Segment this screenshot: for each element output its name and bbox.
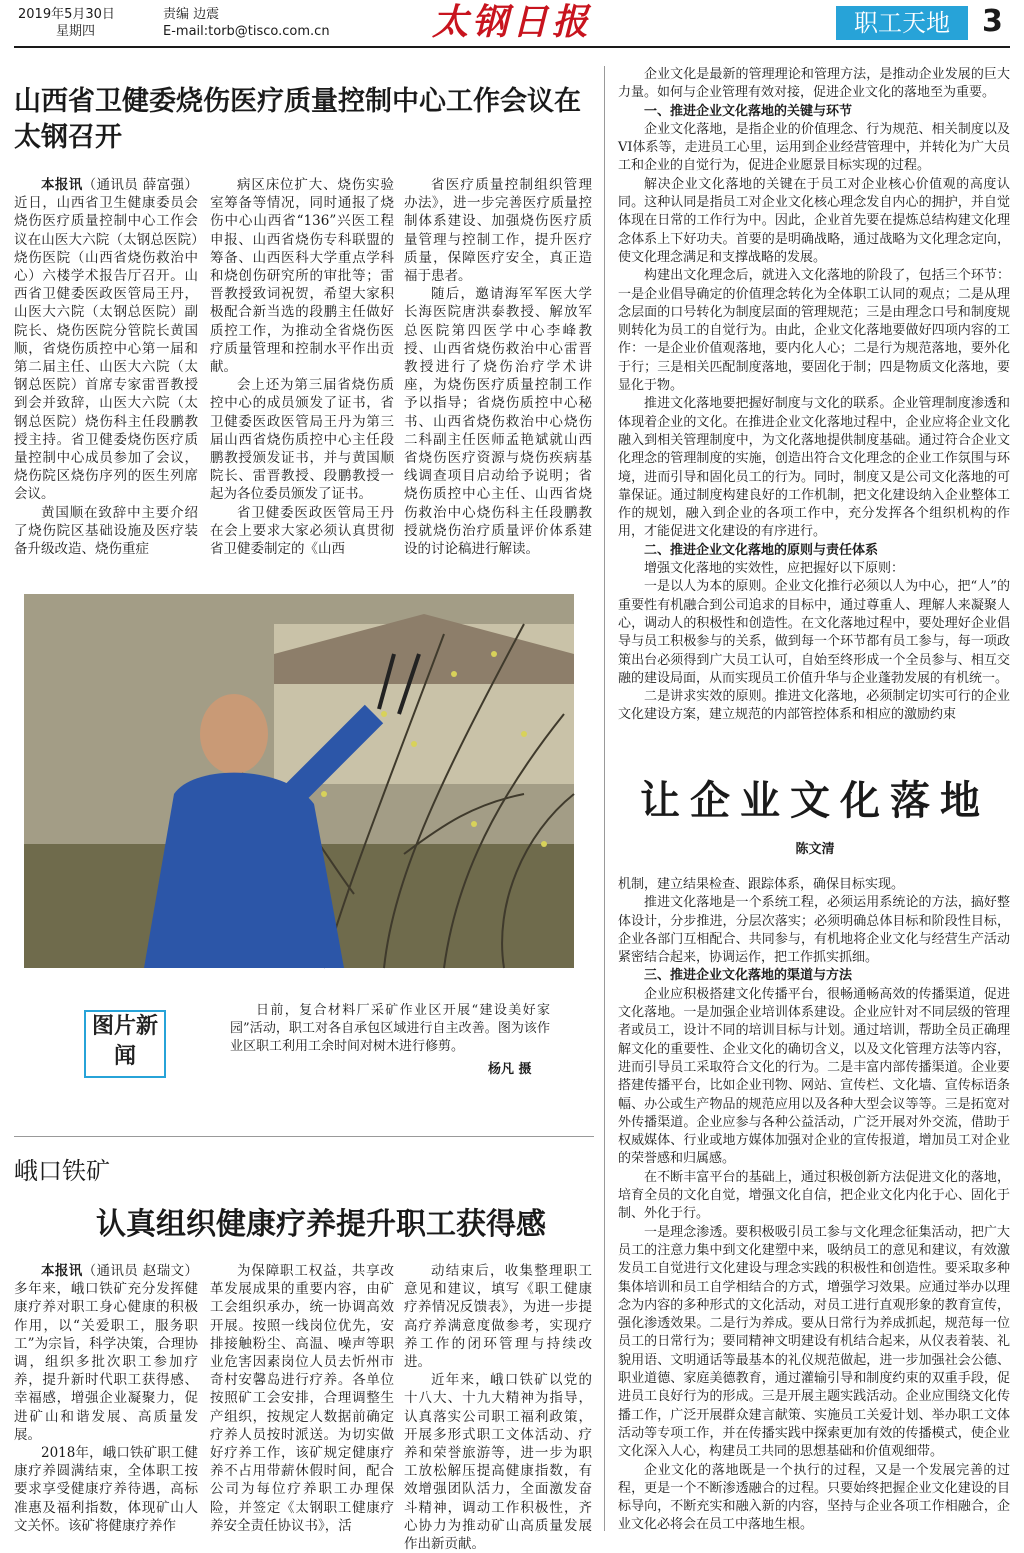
paragraph-text: 省卫健委医政医管局王丹在会上要求大家必须认真贯彻省卫健委制定的《山西 [210,504,394,558]
paragraph: 解决企业文化落地的关键在于员工对企业核心价值观的高度认同。这种认同是指员工对企业文化核心理念发自内心的拥护，并自觉体现在日常的工作行为中。因此，企业首先要在提炼总结构建文化理念体系上下好功夫。首要的是明确战略，通过战略为文化理念定向，使文化理念满足和支撑战略的发展。 [618,176,1010,265]
photo-news-badge: 图片新闻 [84,1010,166,1078]
editor-name: 责编 边震 [163,7,220,22]
paragraph [14,176,198,504]
dateline-lead: 本报讯 [41,1263,83,1279]
paragraph: 机制，建立结果检查、跟踪体系，确保目标实现。 [618,877,905,892]
paragraph [210,1262,394,1535]
paragraph-text: 病区床位扩大、烧伤实验室筹备等情况，同时通报了烧伤中心山西省“136”兴医工程申报、山西省烧伤专科联盟的筹备、山西医科大学重点学科和烧创伤研究所的审批等；雷晋教授致词祝贺，希望大家积极配合新当选的段鹏主任做好质控工作，为推动全省烧伤医疗质量管理和控制水平作出贡献。 [210,177,394,376]
editor-email: E-mail:torb@tisco.com.cn [163,24,330,39]
section-label: 职工天地 [836,6,968,40]
paragraph [404,1262,592,1371]
paragraph [14,504,198,559]
article3-lower-text [618,876,1010,1531]
paragraph: 企业应积极搭建文化传播平台，很畅通畅高效的传播渠道，促进文化落地。一是加强企业培训体系建设。企业应针对不同层级的管理者或员工，设计不同的培训目标与计划。通过培训，帮助全员正确理解文化的重要性、企业文化的确切含义，以及文化管理方法等内容，进而引导员工采取符合文化的行为。二是丰富内部传播渠道。企业要搭建传播平台，比如企业刊物、网站、宣传栏、文化墙、宣传标语条幅、办公或生产物品的规范应用以及各种大型会议等等。三是拓宽对外传播渠道。企业应参与各种公益活动，广泛开展对外交流，借助于权威媒体、行业或地方媒体加强对企业的宣传报道，增加员工对企业的荣誉感和归属感。 [618,986,1010,1167]
photo-credit: 杨凡 摄 [488,1062,532,1077]
article2-column-2 [210,1262,394,1532]
paragraph-text: 2018年，峨口铁矿职工健康疗养圆满结束，全体职工按要求享受健康疗养待遇，高标准惠及福利指数，体现矿山人文关怀。该矿将健康疗养作 [14,1445,198,1534]
paragraph: 企业文化的落地既是一个执行的过程，又是一个发展完善的过程，更是一个不断渗透融合的过程。只要始终把握企业文化建设的目标导向，不断充实和融入新的内容，坚持与企业各项工作相融合，企业文化必将会在员工中落地生根。 [618,1462,1010,1533]
article1-headline: 山西省卫健委烧伤医疗质量控制中心工作会议在太钢召开 [14,86,581,153]
newspaper-logo: 太钢日报 [432,1,593,43]
paragraph-text: 随后，邀请海军军医大学长海医院唐洪泰教授、解放军总医院第四医学中心李峰教授、山西省烧伤救治中心雷晋教授进行了烧伤治疗学术讲座，为烧伤医疗质量控制工作予以指导；省烧伤质控中心秘书、山西省烧伤救治中心烧伤二科副主任医师孟艳斌就山西省烧伤医疗资源与烧伤疾病基线调查项目启动给予说明；省烧伤质控中心主任、山西省烧伤救治中心烧伤科主任段鹏教授就烧伤治疗质量评价体系建设的讨论稿进行解读。 [404,286,592,558]
issue-date: 2019年5月30日 [18,7,115,22]
paragraph [14,1444,198,1535]
paragraph: 构建出文化理念后，就进入文化落地的阶段了，包括三个环节：一是企业倡导确定的价值理念转化为全体职工认同的观点；二是从理念层面的口号转化为制度层面的管理规范；三是由理念口号和制度规则转化为员工的自觉行为。由此，企业文化落地要做好四项内容的工作：一是企业价值观落地，要内化人心；二是行为规范落地，要外化于行；三是相关匹配制度落地，要固化于制；四是物质文化落地，要显化于物。 [618,268,1010,394]
paragraph: 增强文化落地的实效性，应把握好以下原则： [644,561,905,577]
paragraph-text: 黄国顺在致辞中主要介绍了烧伤院区基础设施及医疗装备升级改造、烧伤重症 [14,504,198,558]
paragraph: 一是以人为本的原则。企业文化推行必须以人为中心，把“人”的重要性有机融合到公司追求的目标中，通过尊重人、理解人来凝聚人心，调动人的积极性和创造性。在文化落地过程中，要处理好企业倡导与员工积极参与的关系，做到每一个环节都有员工参与，每一项政策出台必须得到广大员工认可，自始至终形成一个全员参与、相互交融的建设局面，从而实现员工价值升华与企业蓬勃发展的有机统一。 [618,579,1010,686]
paragraph [404,1371,592,1553]
paragraph-text: 为保障职工权益，共享改革发展成果的重要内容，由矿工会组织承办，统一协调高效开展。按照一线岗位优先，安排接触粉尘、高温、噪声等职业危害因素岗位人员去忻州市奇村安馨岛进行疗养。各单位按照矿工会安排，合理调整生产组织，按规定人数据前确定疗养人员按时派送。为切实做好疗养工作，该矿规定健康疗养不占用带薪休假时间，配合公司为每位疗养职工办理保险，并签定《太钢职工健康疗养安全责任协议书》，活 [210,1263,394,1534]
paragraph-text: 近年来，峨口铁矿以党的十八大、十九大精神为指导，认真落实公司职工福利政策，开展多形式职工文体活动、疗养和荣誉旅游等，进一步为职工放松解压提高健康指数，有效增强团队活力，全面激发奋斗精神，调动工作积极性，齐心协力为推动矿山高质量发展作出新贡献。 [404,1372,592,1553]
masthead-rule [14,46,1010,48]
paragraph [210,376,394,503]
section-heading: 三、推进企业文化落地的渠道与方法 [644,968,853,984]
section-heading: 一、推进企业文化落地的关键与环节 [644,103,853,119]
issue-date-block [18,6,115,40]
article3-upper-text [618,66,1010,766]
paragraph: 二是讲求实效的原则。推进文化落地，必须制定切实可行的企业文化建设方案，建立规范的内部管控体系和相应的激励约束 [618,689,1010,723]
paragraph: 推进文化落地要把握好制度与文化的联系。企业管理制度渗透和体现着企业的文化。在推进企业文化落地过程中，企业应将企业文化融入到相关管理制度中，为文化落地提供制度基础。通过符合企业文化理念的管理制度的实施，创造出符合文化理念的企业工作氛围与环境，进而引导和固化员工的行为。同时，制度又是公司文化落地的可靠保证。通过制度构建良好的工作机制，把文化建设纳入企业整体工作的规划，融入到企业的各项工作中，充分发挥各个组织机构的作用，才能促进文化建设的有序进行。 [618,396,1010,540]
paragraph: 在不断丰富平台的基础上，通过积极创新方法促进文化的落地，培育全员的文化自觉，增强文化自信，把企业文化内化于心、固化于制、外化于行。 [618,1169,1010,1222]
section-rule [14,1136,594,1137]
paragraph: 推进文化落地是一个系统工程，必须运用系统论的方法，搞好整体设计，分步推进，分层次落实；必须明确总体目标和阶段性目标，企业各部门互相配合、共同参与，有机地将企业文化与经营生产活动紧密结合起来，协调运作，把工作抓实抓细。 [618,895,1010,966]
paragraph: 一是理念渗透。要积极吸引员工参与文化理念征集活动，把广大员工的注意力集中到文化建塑中来，吸纳员工的意见和建议，有效激发员工自觉进行文化建设与理念实践的积极性和创造性。要采取多种集体培训和员工自学相结合的方式，增强学习效果。应通过举办以理念为内容的多种形式的文化活动，对员工进行直观形象的教育宣传，强化渗透效果。二是行为养成。要从日常行为养成抓起，规范每一位员工的日常行为；要同精神文明建设有机结合起来，从仪表着装、礼貌用语、文明通话等最基本的礼仪规范做起，进一步加强社会公德、职业道德、家庭美德教育，通过灌输引导和制度约束的双重手段，促进员工良好行为的形成。三是开展主题实践活动。企业应围绕文化传播工作，广泛开展群众建言献策、实施员工关爱计划、举办职工文体活动等专项工作，并在传播实践中探索更加有效的传播模式，使企业文化深入人心，构建员工共同的思想基础和价值观细带。 [618,1224,1010,1460]
article2-headline: 认真组织健康疗养提升职工获得感 [96,1207,546,1242]
article3-byline: 陈文清 [795,842,835,857]
article2-column-3 [404,1262,592,1553]
paragraph: 企业文化落地，是指企业的价值理念、行为规范、相关制度以及VI体系等，走进员工心里，运用到企业经营管理中，并转化为广大员工和企业的自觉行为，促进企业愿景目标实现的过程。 [618,121,1010,174]
article3-title: 让企业文化落地 [640,777,990,824]
paragraph [210,504,394,559]
paragraph [210,176,394,376]
paragraph [404,176,592,285]
paragraph-text: （通讯员 薛富强）近日，山西省卫生健康委员会烧伤医疗质量控制中心工作会议在山医大六院（太钢总医院）烧伤医院（山西省烧伤救治中心）六楼学术报告厅召开。山西省卫健委医政医管局王丹，山医大六院（太钢总医院）副院长、烧伤医院分管院长黄国顺，省烧伤质控中心第一届和第二届主任、山医大六院（太钢总医院）首席专家雷晋教授到会并致辞，山医大六院（太钢总医院）烧伤科主任段鹏教授主持。省卫健委烧伤医疗质量控制中心成员参加了会议，烧伤院区烧伤序列的医生列席会议。 [14,177,199,503]
article1-column-1 [14,176,198,580]
article1-column-3 [404,176,592,580]
paragraph-text: 省医疗质量控制组织管理办法》，进一步完善医疗质量控制体系建设、加强烧伤医疗质量管理与控制工作，提升医疗质量，保障医疗安全，真正造福于患者。 [404,177,592,285]
section-heading: 二、推进企业文化落地的原则与责任体系 [644,542,879,558]
paragraph-text: 会上还为第三届省烧伤质控中心的成员颁发了证书，省卫健委医政医管局王丹为第三届山西省烧伤质控中心主任段鹏教授颁发证书，并与黄国顺院长、雷晋教授、段鹏教授一起为各位委员颁发了证书。 [210,377,394,503]
news-photo [24,594,574,968]
paragraph-text: 动结束后，收集整理职工意见和建议，填写《职工健康疗养情况反馈表》，为进一步提高疗养满意度做参考，实现疗养工作的闭环管理与持续改进。 [404,1263,592,1371]
dateline-lead: 本报讯 [41,177,83,193]
column-divider [604,66,605,1531]
page-number: 3 [982,4,1003,39]
article1-column-2 [210,176,394,580]
editor-block [163,6,330,40]
issue-weekday: 星期四 [56,24,96,39]
paragraph: 企业文化是最新的管理理论和管理方法，是推动企业发展的巨大力量。如何与企业管理有效对接，促进企业文化的落地至为重要。 [618,67,1010,101]
paragraph [404,285,592,558]
paragraph-text: （通讯员 赵瑞文）多年来，峨口铁矿充分发挥健康疗养对职工身心健康的积极作用，以“关爱职工，服务职工”为宗旨，科学决策，合理协调，组织多批次职工参加疗养，提升新时代职工获得感、幸福感，增强企业凝聚力，促进矿山和谐发展、高质量发展。 [14,1263,199,1443]
paragraph [14,1262,198,1444]
article2-column-1 [14,1262,198,1532]
article2-kicker: 峨口铁矿 [14,1157,110,1185]
photo-caption: 日前，复合材料厂采矿作业区开展“建设美好家园”活动，职工对各自承包区域进行自主改善。图为该作业区职工利用工余时间对树木进行修剪。 [230,1003,550,1054]
